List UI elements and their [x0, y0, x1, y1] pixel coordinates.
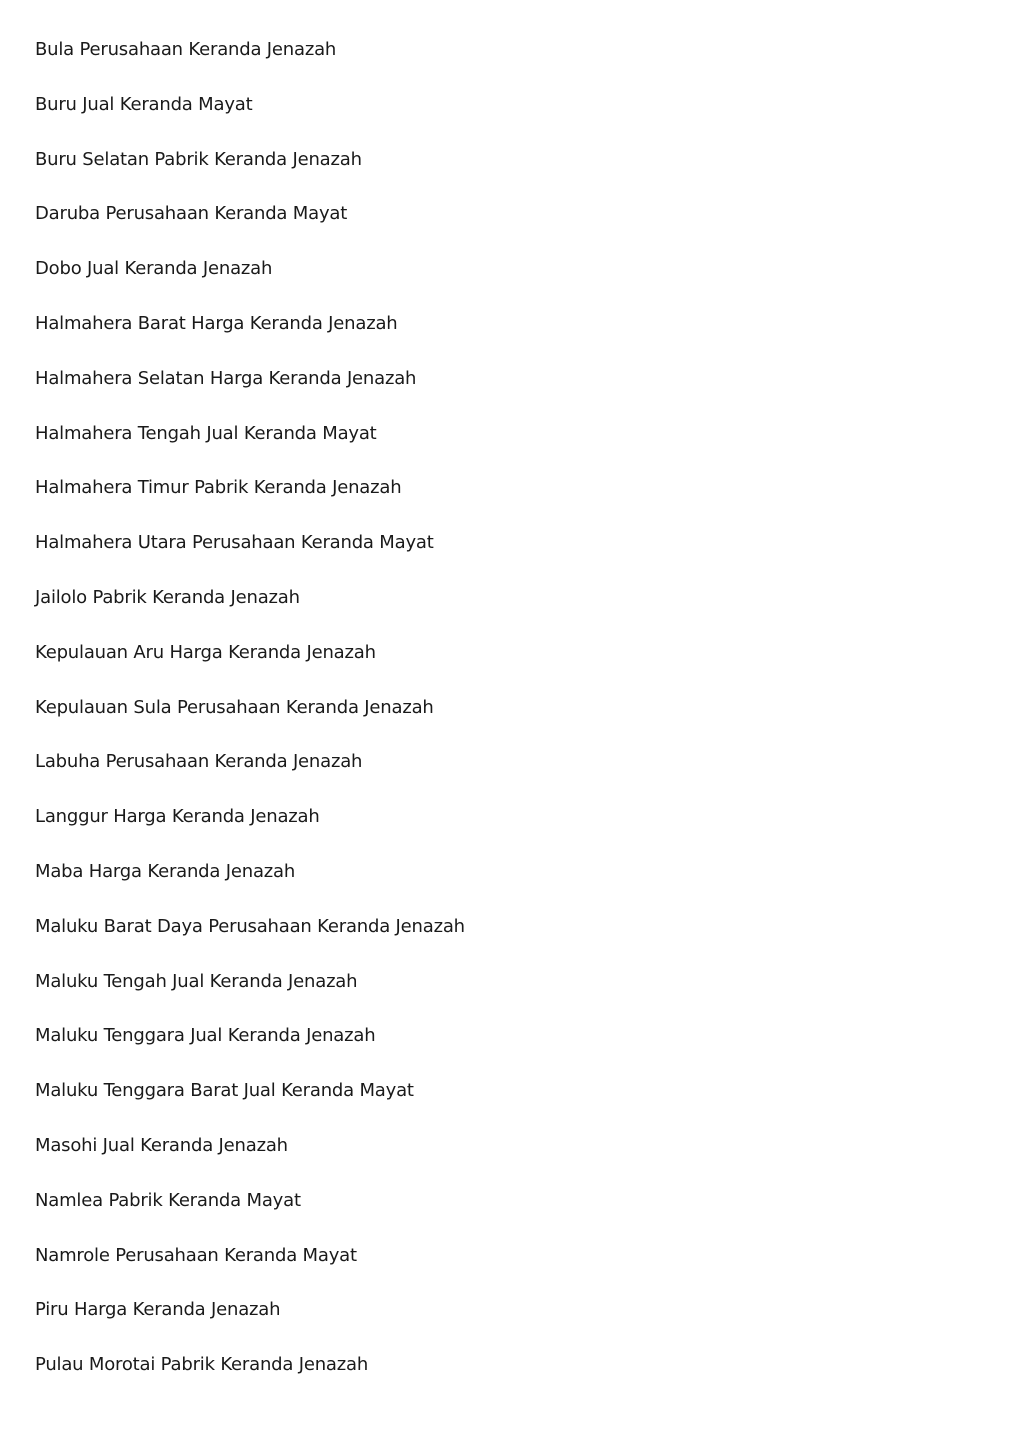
list-item[interactable]: Langgur Harga Keranda Jenazah [35, 806, 320, 828]
list-item[interactable]: Maba Harga Keranda Jenazah [35, 860, 296, 882]
list-item[interactable]: Halmahera Selatan Harga Keranda Jenazah [35, 367, 417, 389]
list-item[interactable]: Halmahera Barat Harga Keranda Jenazah [35, 312, 398, 334]
list-item[interactable]: Halmahera Timur Pabrik Keranda Jenazah [35, 477, 402, 499]
list-item[interactable]: Maluku Tenggara Barat Jual Keranda Mayat [35, 1080, 414, 1102]
list-item[interactable]: Pulau Morotai Pabrik Keranda Jenazah [35, 1354, 369, 1376]
list-item[interactable]: Namrole Perusahaan Keranda Mayat [35, 1244, 357, 1266]
list-item[interactable]: Halmahera Utara Perusahaan Keranda Mayat [35, 532, 434, 554]
list-item[interactable]: Kepulauan Sula Perusahaan Keranda Jenazah [35, 696, 434, 718]
list-item[interactable]: Bula Perusahaan Keranda Jenazah [35, 39, 337, 60]
list-item[interactable]: Jailolo Pabrik Keranda Jenazah [35, 586, 300, 608]
list-item[interactable]: Buru Jual Keranda Mayat [35, 93, 253, 115]
list-item[interactable]: Masohi Jual Keranda Jenazah [35, 1134, 288, 1156]
list-item[interactable]: Halmahera Tengah Jual Keranda Mayat [35, 422, 377, 444]
list-item[interactable]: Dobo Jual Keranda Jenazah [35, 258, 273, 280]
list-item[interactable]: Maluku Barat Daya Perusahaan Keranda Jenazah [35, 915, 465, 937]
location-link-list [35, 36, 935, 1406]
list-item[interactable]: Namlea Pabrik Keranda Mayat [35, 1189, 301, 1211]
list-item[interactable]: Daruba Perusahaan Keranda Mayat [35, 203, 348, 225]
list-item[interactable]: Kepulauan Aru Harga Keranda Jenazah [35, 641, 376, 663]
list-item[interactable]: Buru Selatan Pabrik Keranda Jenazah [35, 148, 362, 170]
list-item[interactable]: Labuha Perusahaan Keranda Jenazah [35, 751, 363, 773]
list-item[interactable]: Piru Harga Keranda Jenazah [35, 1299, 281, 1321]
list-item[interactable]: Maluku Tengah Jual Keranda Jenazah [35, 970, 358, 992]
list-item[interactable]: Maluku Tenggara Jual Keranda Jenazah [35, 1025, 376, 1047]
